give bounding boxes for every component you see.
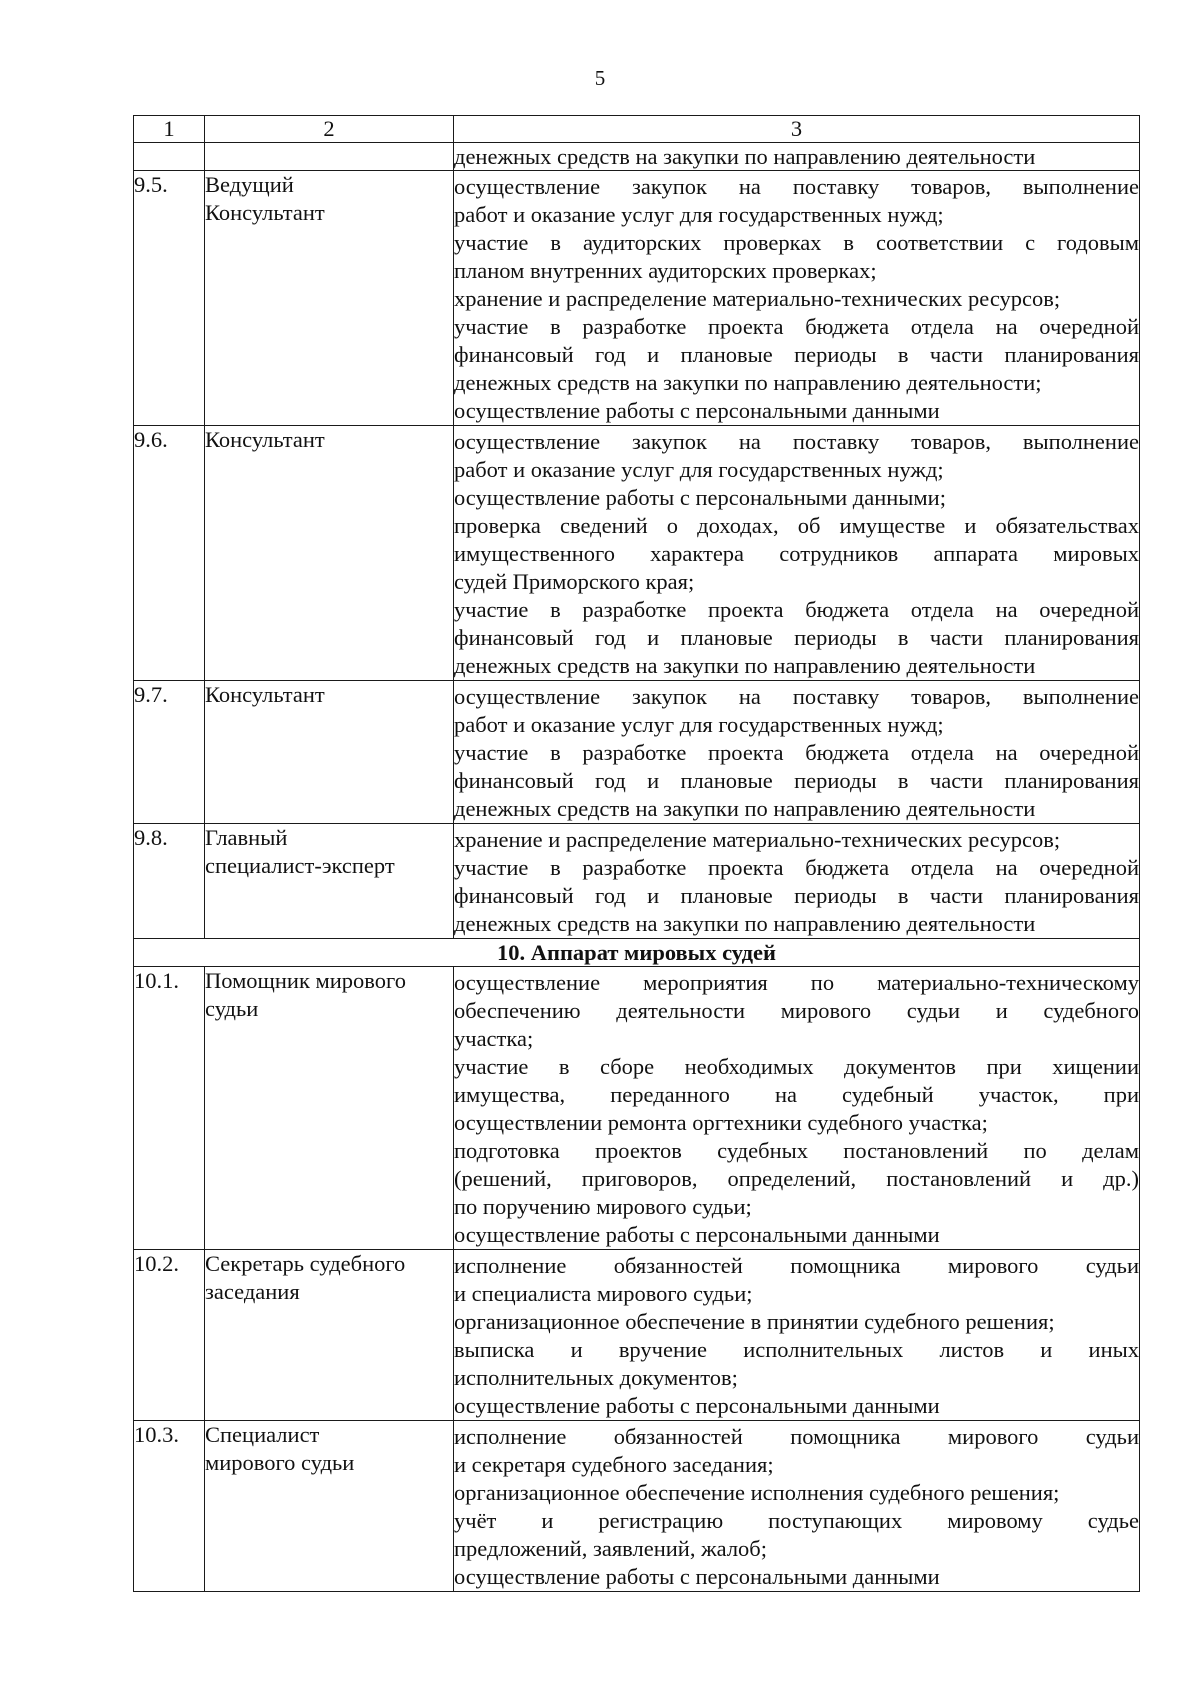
duty-line: планом внутренних аудиторских проверках;: [454, 258, 877, 283]
duty-line: выписка и вручение исполнительных листов и иных: [454, 1337, 1139, 1362]
table-row: [134, 426, 1140, 681]
duty-line: денежных средств на закупки по направлению деятельности: [454, 653, 1036, 678]
duty-line: осуществлении ремонта оргтехники судебного участка;: [454, 1110, 988, 1135]
continuation-duties-cell: денежных средств на закупки по направлению деятельности: [454, 143, 1140, 171]
duty-line: участие в разработке проекта бюджета отдела на очередной: [454, 597, 1139, 622]
duty-line: осуществление работы с персональными данными: [454, 1393, 940, 1418]
duty-line: денежных средств на закупки по направлению деятельности: [454, 796, 1036, 821]
position-line: Консультант: [205, 200, 325, 225]
table-row: [134, 824, 1140, 939]
duty-line: осуществление работы с персональными данными;: [454, 485, 946, 510]
duties-cell: [454, 824, 1140, 939]
duty-line: финансовый год и плановые периоды в части планирования: [454, 625, 1139, 650]
row-number: 9.6.: [134, 426, 205, 681]
duty-line: участка;: [454, 1026, 534, 1051]
duties-table: [133, 115, 1140, 1592]
duty-line: исполнительных документов;: [454, 1365, 738, 1390]
duty-line: денежных средств на закупки по направлению деятельности: [454, 911, 1036, 936]
position-title: [205, 967, 454, 1250]
continuation-num-cell: [134, 143, 205, 171]
duty-line: организационное обеспечение исполнения судебного решения;: [454, 1480, 1060, 1505]
position-title: [205, 681, 454, 824]
duty-line: осуществление закупок на поставку товаров, выполнение: [454, 429, 1139, 454]
position-title: [205, 171, 454, 426]
duty-line: судей Приморского края;: [454, 569, 695, 594]
duty-line: организационное обеспечение в принятии судебного решения;: [454, 1309, 1055, 1334]
duty-line: исполнение обязанностей помощника мирового судьи: [454, 1424, 1139, 1449]
table-header-row: [134, 116, 1140, 143]
table-row: [134, 1421, 1140, 1592]
position-line: Консультант: [205, 682, 325, 707]
position-line: Специалист: [205, 1422, 320, 1447]
position-line: Помощник мирового: [205, 968, 406, 993]
row-number: 9.7.: [134, 681, 205, 824]
duty-line: осуществление закупок на поставку товаров, выполнение: [454, 684, 1139, 709]
duty-line: обеспечению деятельности мирового судьи и судебного: [454, 998, 1139, 1023]
duty-line: работ и оказание услуг для государственных нужд;: [454, 457, 944, 482]
duty-line: финансовый год и плановые периоды в части планирования: [454, 342, 1139, 367]
row-number: 10.3.: [134, 1421, 205, 1592]
position-line: Ведущий: [205, 172, 294, 197]
position-line: заседания: [205, 1279, 300, 1304]
position-line: Главный: [205, 825, 288, 850]
position-title: [205, 1250, 454, 1421]
duties-cell: [454, 967, 1140, 1250]
duties-cell: [454, 426, 1140, 681]
page-number: 5: [594, 66, 606, 90]
duty-line: хранение и распределение материально-технических ресурсов;: [454, 827, 1061, 852]
header-col-3: 3: [454, 116, 1140, 143]
duty-line: осуществление закупок на поставку товаров, выполнение: [454, 174, 1139, 199]
duty-line: участие в разработке проекта бюджета отдела на очередной: [454, 855, 1139, 880]
duties-cell: [454, 1250, 1140, 1421]
section-title: 10. Аппарат мировых судей: [134, 939, 1140, 967]
duty-line: финансовый год и плановые периоды в части планирования: [454, 883, 1139, 908]
duty-line: имущественного характера сотрудников аппарата мировых: [454, 541, 1139, 566]
section-row: [134, 939, 1140, 967]
row-number: 9.5.: [134, 171, 205, 426]
duty-line: финансовый год и плановые периоды в части планирования: [454, 768, 1139, 793]
duties-cell: [454, 1421, 1140, 1592]
table-row: [134, 681, 1140, 824]
position-line: судьи: [205, 996, 259, 1021]
table-row: [134, 967, 1140, 1250]
position-title: [205, 1421, 454, 1592]
continuation-row: [134, 143, 1140, 171]
continuation-position-cell: [205, 143, 454, 171]
group-9-rows: [134, 171, 1140, 939]
duty-line: предложений, заявлений, жалоб;: [454, 1536, 768, 1561]
header-col-1: 1: [134, 116, 205, 143]
duty-line: осуществление работы с персональными данными: [454, 1222, 940, 1247]
duty-line: денежных средств на закупки по направлению деятельности;: [454, 370, 1042, 395]
duty-line: участие в разработке проекта бюджета отдела на очередной: [454, 314, 1139, 339]
duty-line: работ и оказание услуг для государственных нужд;: [454, 202, 944, 227]
header-col-2: 2: [205, 116, 454, 143]
duties-cell: [454, 171, 1140, 426]
duty-line: исполнение обязанностей помощника мирового судьи: [454, 1253, 1139, 1278]
duty-line: по поручению мирового судьи;: [454, 1194, 752, 1219]
duty-line: учёт и регистрацию поступающих мировому судье: [454, 1508, 1139, 1533]
row-number: 9.8.: [134, 824, 205, 939]
duty-line: осуществление работы с персональными данными: [454, 398, 940, 423]
position-title: [205, 824, 454, 939]
position-line: Консультант: [205, 427, 325, 452]
duties-cell: [454, 681, 1140, 824]
duty-line: хранение и распределение материально-технических ресурсов;: [454, 286, 1061, 311]
duty-line: и секретаря судебного заседания;: [454, 1452, 774, 1477]
table-row: [134, 171, 1140, 426]
section-10-header: [134, 939, 1140, 967]
position-line: Секретарь судебного: [205, 1251, 406, 1276]
row-number: 10.1.: [134, 967, 205, 1250]
duty-line: участие в сборе необходимых документов при хищении: [454, 1054, 1139, 1079]
duty-line: работ и оказание услуг для государственных нужд;: [454, 712, 944, 737]
position-title: [205, 426, 454, 681]
duty-line: участие в разработке проекта бюджета отдела на очередной: [454, 740, 1139, 765]
group-10-rows: [134, 967, 1140, 1592]
position-line: мирового судьи: [205, 1450, 355, 1475]
table-row: [134, 1250, 1140, 1421]
duty-line: подготовка проектов судебных постановлений по делам: [454, 1138, 1139, 1163]
duty-line: осуществление работы с персональными данными: [454, 1564, 940, 1589]
row-number: 10.2.: [134, 1250, 205, 1421]
duty-line: проверка сведений о доходах, об имуществе и обязательствах: [454, 513, 1139, 538]
duty-line: осуществление мероприятия по материально-техническому: [454, 970, 1139, 995]
duty-line: и специалиста мирового судьи;: [454, 1281, 753, 1306]
position-line: специалист-эксперт: [205, 853, 395, 878]
duty-line: участие в аудиторских проверках в соответствии с годовым: [454, 230, 1139, 255]
duty-line: имущества, переданного на судебный участок, при: [454, 1082, 1139, 1107]
duty-line: (решений, приговоров, определений, постановлений и др.): [454, 1166, 1139, 1191]
